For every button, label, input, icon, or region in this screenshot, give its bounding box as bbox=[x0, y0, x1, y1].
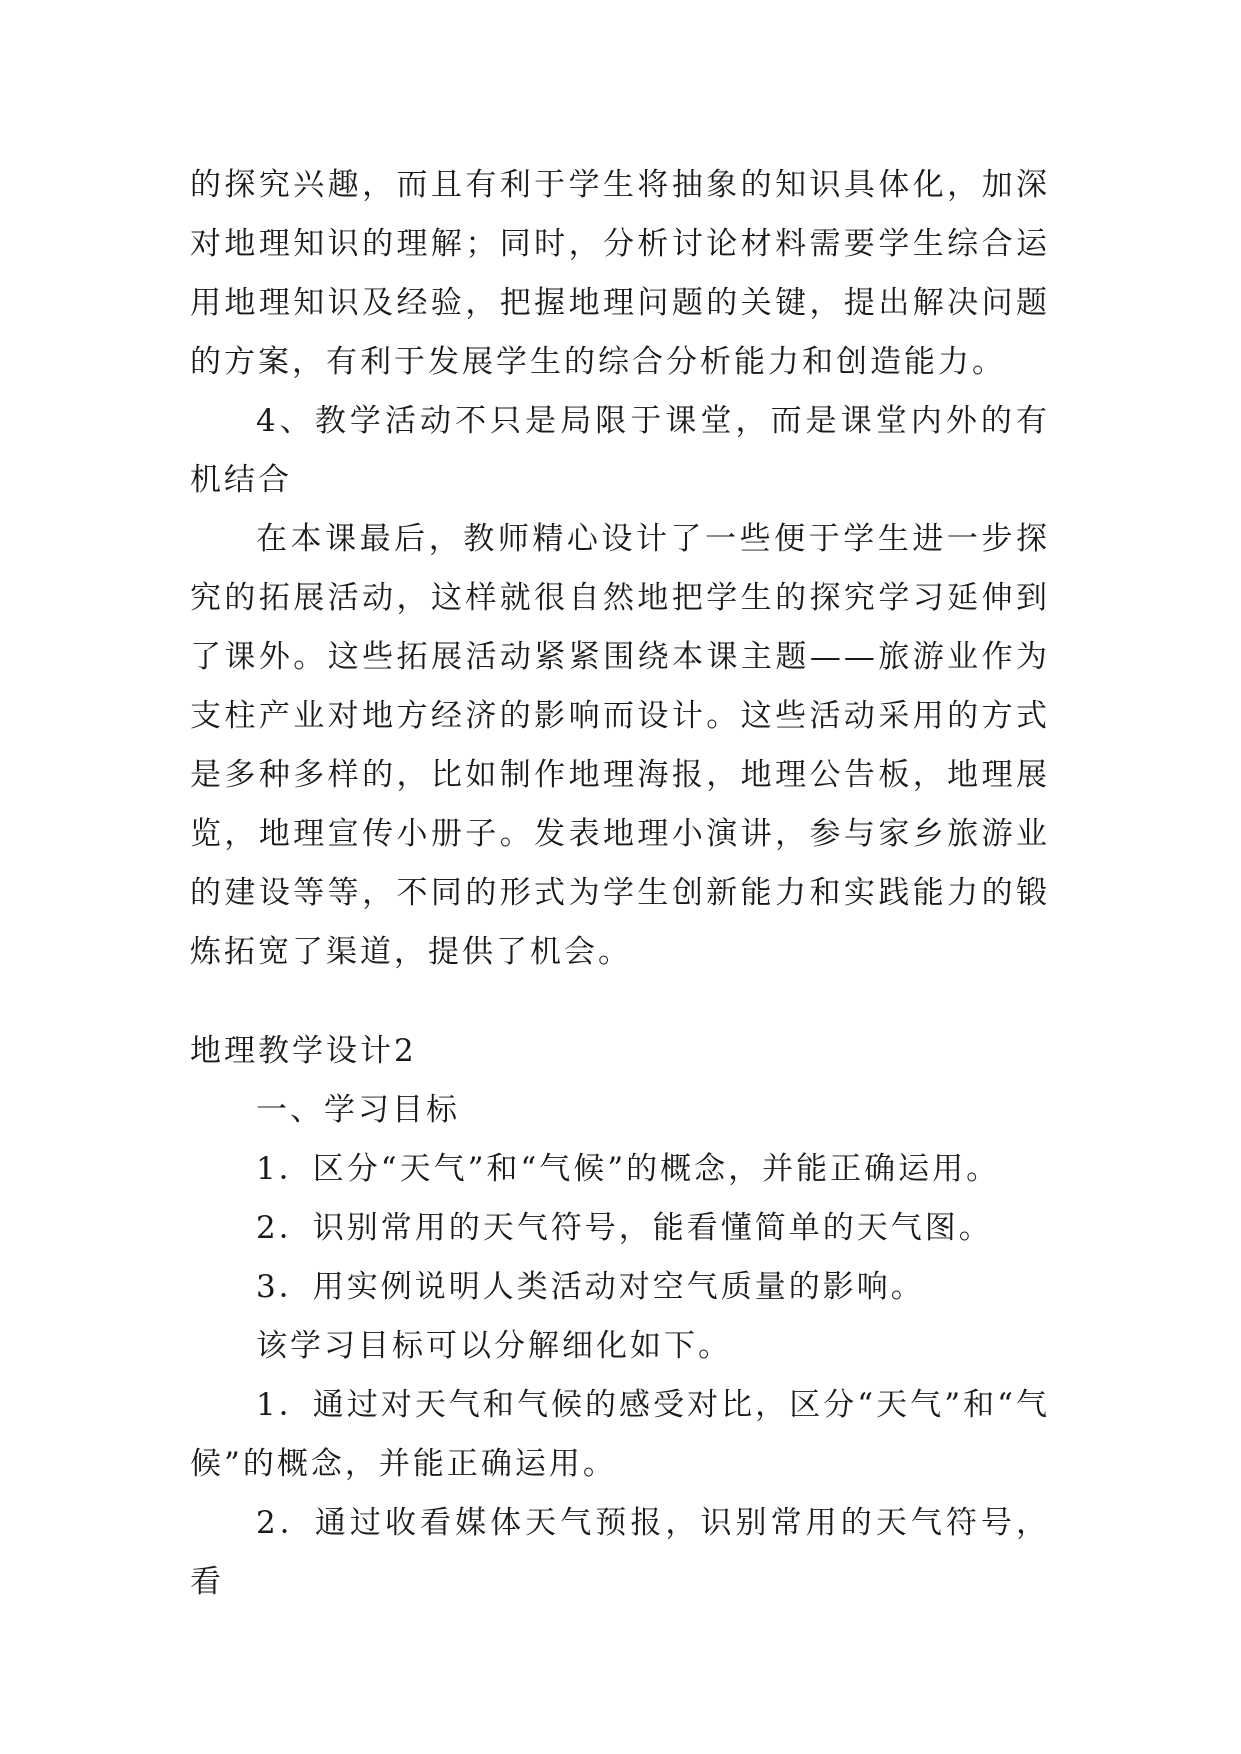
paragraph-point-4: 4、教学活动不只是局限于课堂，而是课堂内外的有机结合 bbox=[190, 403, 1050, 498]
paragraph-detail-1: 1．通过对天气和气候的感受对比，区分“天气”和“气候”的概念，并能正确运用。 bbox=[190, 1387, 1050, 1482]
paragraph-learning-goals-title: 一、学习目标 bbox=[256, 1092, 460, 1128]
section-heading: 地理教学设计2 bbox=[190, 1033, 417, 1069]
paragraph-extension-activities: 在本课最后，教师精心设计了一些便于学生进一步探究的拓展活动，这样就很自然地把学生的探究学习延伸到了课外。这些拓展活动紧紧围绕本课主题——旅游业作为支柱产业对地方经济的影响而设计。这些活动采用的方式是多种多样的，比如制作地理海报，地理公告板，地理展览，地理宣传小册子。发表地理小演讲，参与家乡旅游业的建设等等，不同的形式为学生创新能力和实践能力的锻炼拓宽了渠道，提供了机会。 bbox=[190, 521, 1050, 970]
paragraph-intro-continued: 的探究兴趣，而且有利于学生将抽象的知识具体化，加深对地理知识的理解；同时，分析讨论材料需要学生综合运用地理知识及经验，把握地理问题的关键，提出解决问题的方案，有利于发展学生的综合分析能力和创造能力。 bbox=[190, 167, 1050, 380]
bottom-text-block bbox=[190, 1081, 1050, 1612]
paragraph-goal-1: 1．区分“天气”和“气候”的概念，并能正确运用。 bbox=[256, 1151, 1001, 1187]
paragraph-goal-breakdown-intro: 该学习目标可以分解细化如下。 bbox=[256, 1328, 732, 1364]
paragraph-goal-3: 3．用实例说明人类活动对空气质量的影响。 bbox=[256, 1269, 925, 1305]
paragraph-goal-2: 2．识别常用的天气符号，能看懂简单的天气图。 bbox=[256, 1210, 993, 1246]
paragraph-detail-2: 2．通过收看媒体天气预报，识别常用的天气符号，看 bbox=[190, 1505, 1050, 1600]
top-text-block bbox=[190, 156, 1050, 982]
